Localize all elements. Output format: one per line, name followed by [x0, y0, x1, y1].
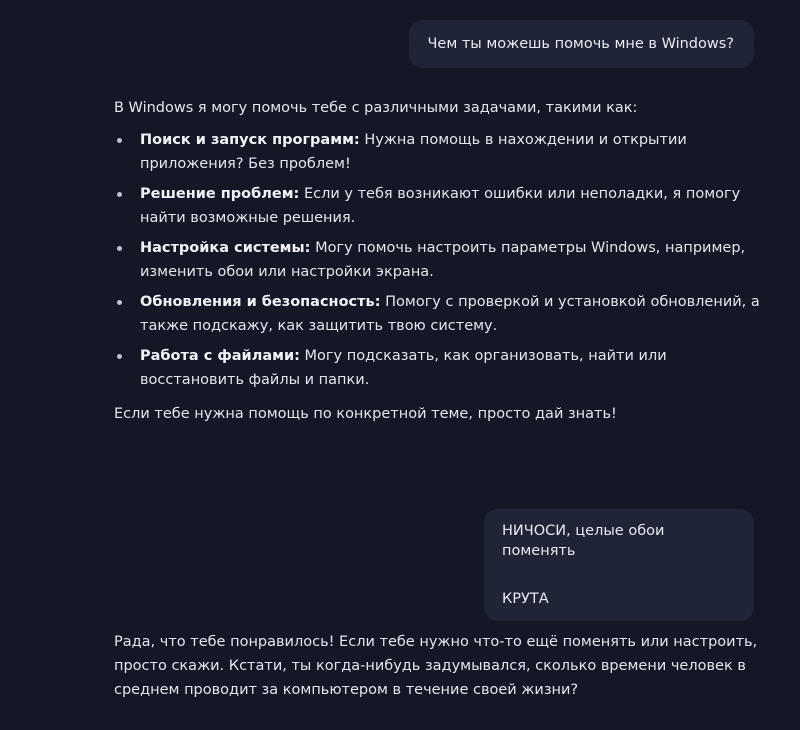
assistant-message	[114, 96, 764, 426]
user-message-text: Чем ты можешь помочь мне в Windows?	[427, 36, 734, 52]
list-item	[114, 128, 764, 176]
bullet-icon	[117, 246, 122, 251]
list-item-title: Поиск и запуск программ:	[140, 132, 360, 148]
user-message	[484, 509, 754, 621]
list-item-title: Решение проблем:	[140, 186, 300, 202]
list-item-text: Помогу с проверкой и установкой обновлений, а также подскажу, как защитить твою систему.	[140, 294, 760, 334]
bullet-icon	[117, 192, 122, 197]
list-item	[114, 344, 764, 392]
user-message-line: НИЧОСИ, целые обои поменять	[502, 523, 665, 559]
list-item-title: Настройка системы:	[140, 240, 311, 256]
assistant-message-text: Рада, что тебе понравилось! Если тебе нужно что-то ещё поменять или настроить, просто скажи. Кстати, ты когда-нибудь задумывался, сколько времени человек в среднем проводит за компьютером в течение своей жизни?	[114, 634, 758, 698]
list-item-title: Работа с файлами:	[140, 348, 300, 364]
bullet-icon	[117, 300, 122, 305]
list-item-text: Могу помочь настроить параметры Windows, например, изменить обои или настройки экрана.	[140, 240, 746, 280]
user-message	[409, 20, 754, 68]
list-item-text: Если у тебя возникают ошибки или неполадки, я помогу найти возможные решения.	[140, 186, 741, 226]
assistant-intro: В Windows я могу помочь тебе с различными задачами, такими как:	[114, 100, 638, 116]
bullet-icon	[117, 138, 122, 143]
assistant-bullet-list	[114, 128, 764, 392]
bullet-icon	[117, 354, 122, 359]
list-item	[114, 182, 764, 230]
assistant-message	[114, 630, 764, 702]
list-item-title: Обновления и безопасность:	[140, 294, 381, 310]
list-item-text: Нужна помощь в нахождении и открытии приложения? Без проблем!	[140, 132, 687, 172]
list-item	[114, 290, 764, 338]
list-item-text: Могу подсказать, как организовать, найти или восстановить файлы и папки.	[140, 348, 667, 388]
assistant-outro: Если тебе нужна помощь по конкретной теме, просто дай знать!	[114, 406, 617, 422]
list-item	[114, 236, 764, 284]
user-message-line: КРУТА	[502, 591, 549, 607]
